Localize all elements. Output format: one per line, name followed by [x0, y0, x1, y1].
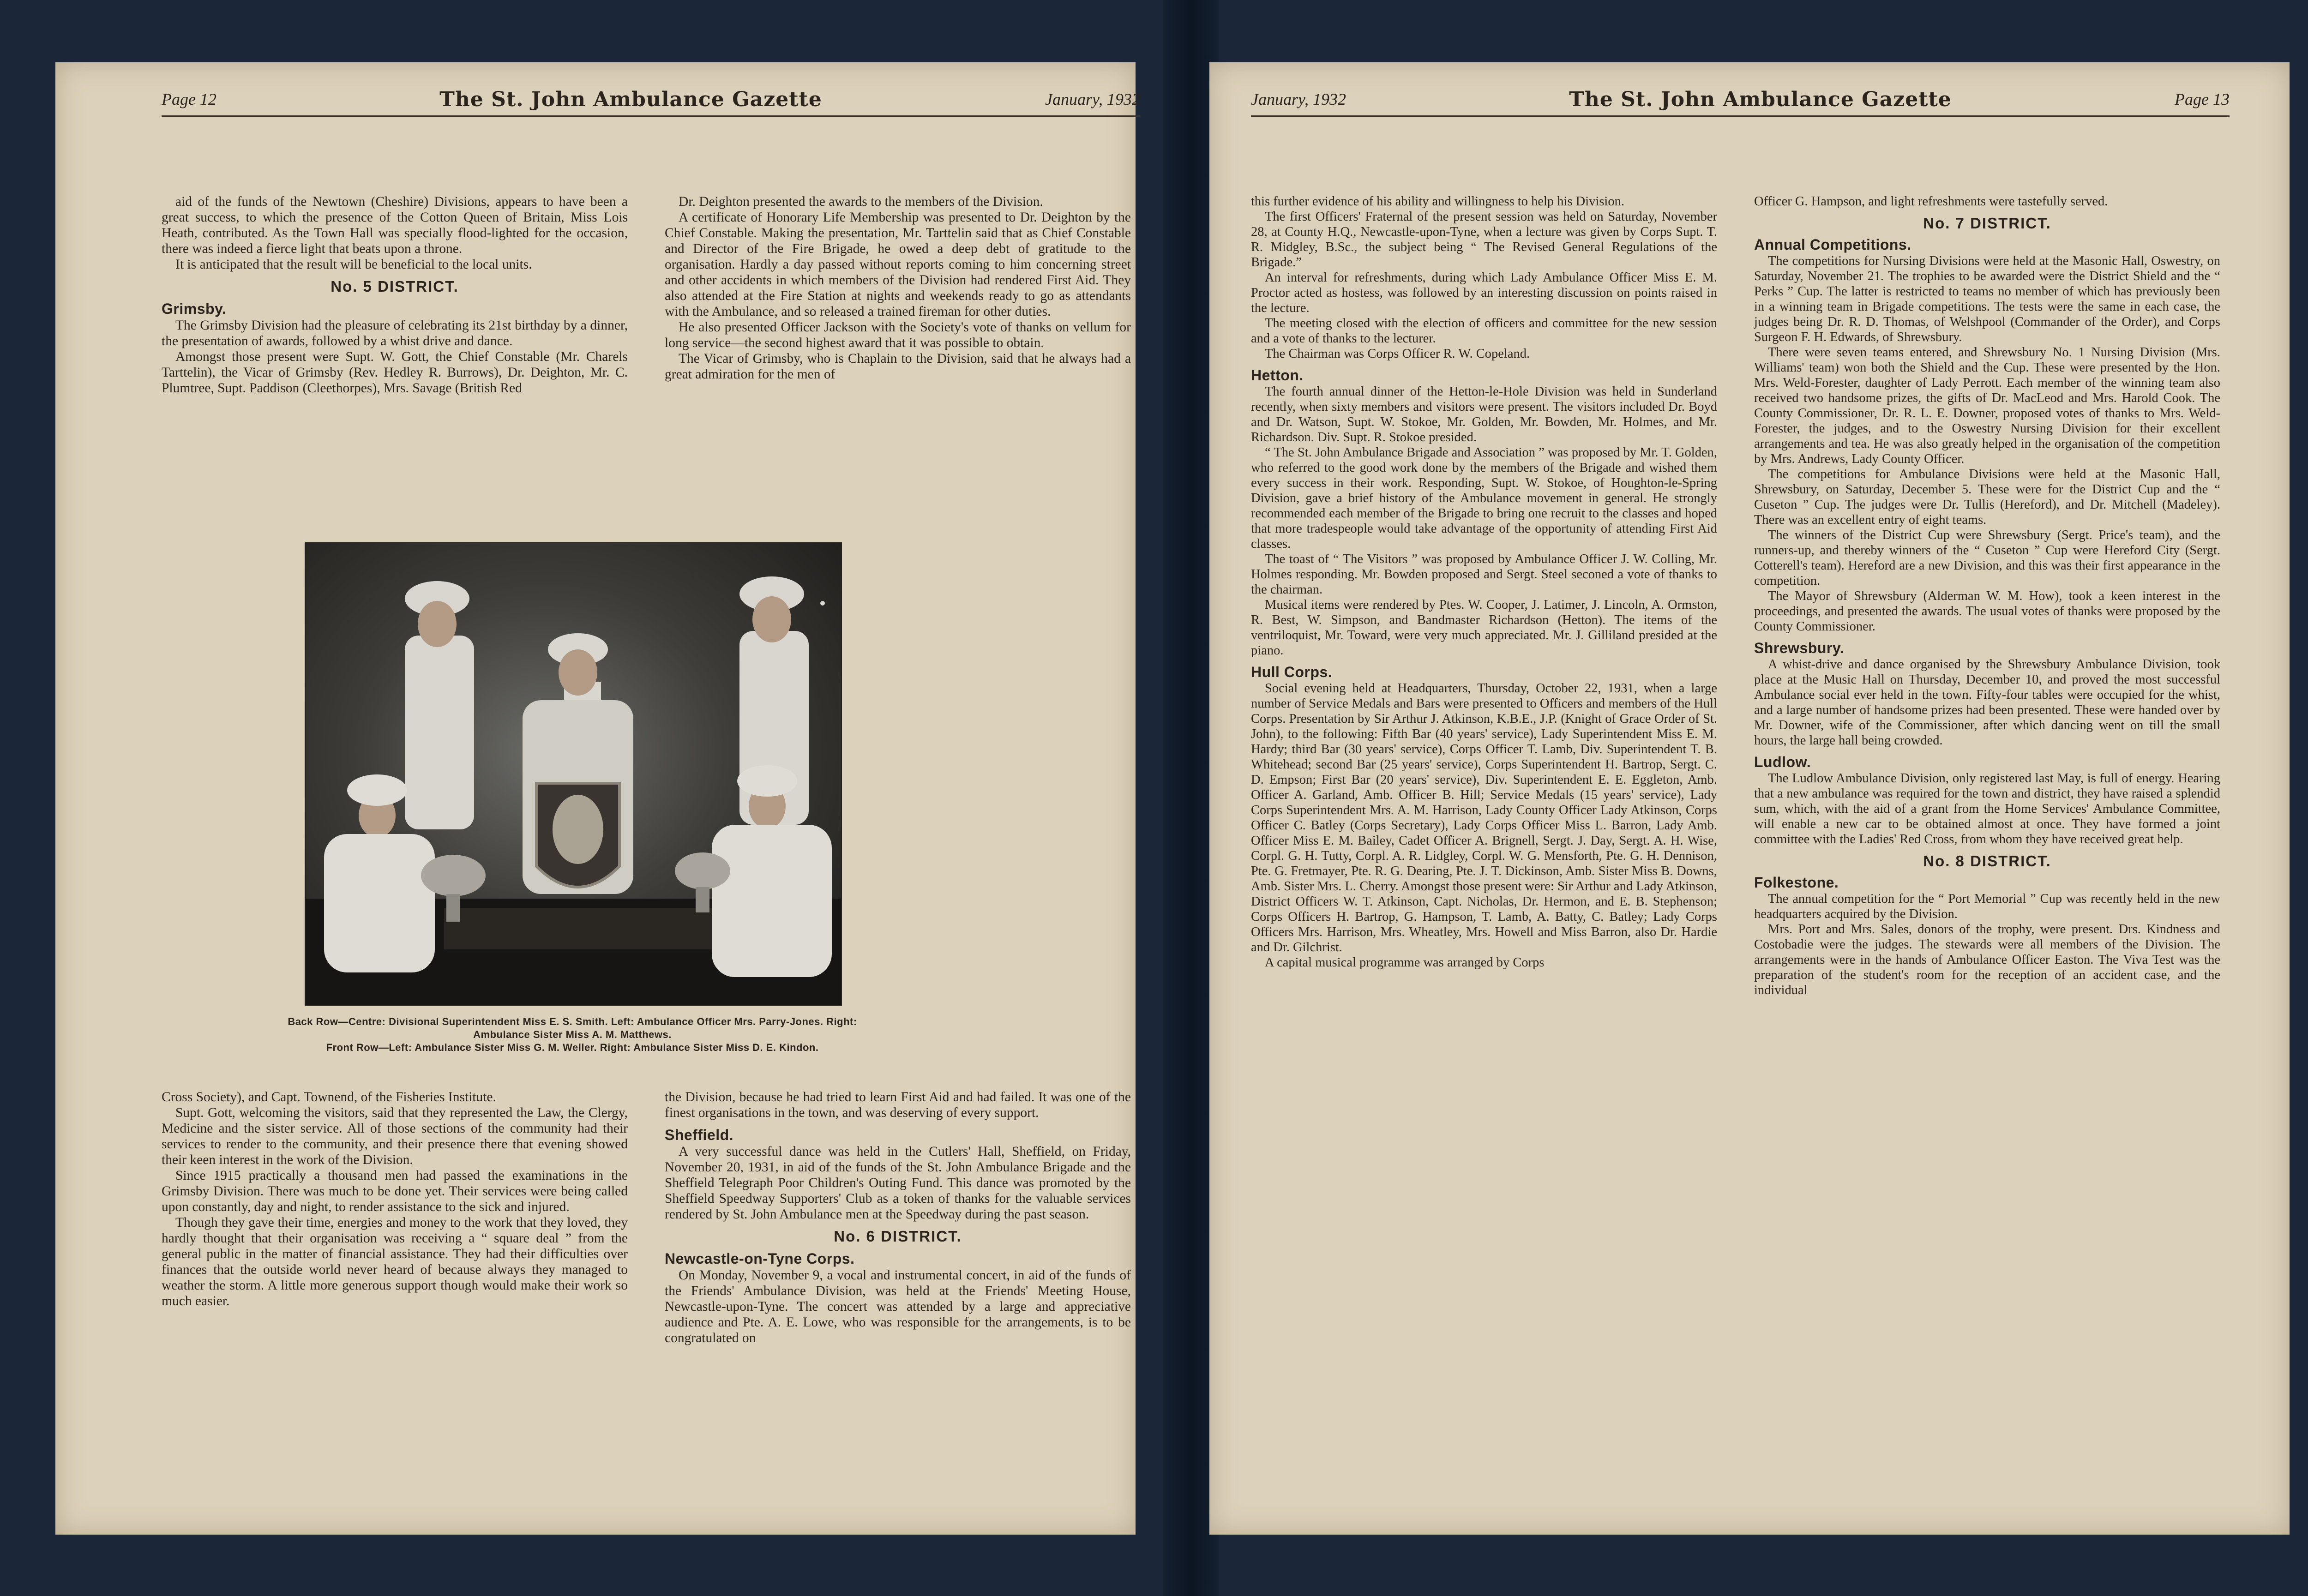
paragraph: Cross Society), and Capt. Townend, of the Fisheries Institute. [162, 1090, 496, 1104]
section-heading: Sheffield. [665, 1127, 734, 1143]
right-page-header [1251, 85, 2230, 113]
paragraph: The meeting closed with the election of officers and committee for the new session and a vote of thanks to the lecturer. [1251, 316, 1717, 346]
section-heading: Ludlow. [1754, 754, 1811, 770]
left-column-2-top [665, 194, 1131, 382]
paragraph: The competitions for Ambulance Divisions were held at the Masonic Hall, Shrewsbury, on Saturday, December 5. These were for the District Cup and the “ Cuseton ” Cup. The judges were Dr. Tullis (Hereford), and Dr. Mitchell (Madeley). There was an excellent entry of eight teams. [1754, 467, 2220, 527]
left-page-header [162, 85, 1140, 113]
paragraph: “ The St. John Ambulance Brigade and Association ” was proposed by Mr. T. Golden, who referred to the good work done by the members of the Brigade and wished them every success in their work. Responding, Supt. W. Stokoe, of Houghton-le-Spring Division, gave a brief history of the Ambulance movement in general. He strongly recommended each member of the Brigade to bring one recruit to the classes and hoped that more tradespeople would take advantage of the opportunity of attending First Aid classes. [1251, 445, 1717, 551]
left-masthead: The St. John Ambulance Gazette [439, 87, 822, 111]
district-heading: No. 6 DISTRICT. [834, 1228, 962, 1245]
paragraph: The winners of the District Cup were Shrewsbury (Sergt. Price's team), and the runners-up, and thereby winners of the “ Cuseton ” Cup were Hereford City (Sergt. Cotterell's team). Hereford are a new Division, and this was their first appearance in the competition. [1754, 528, 2220, 588]
paragraph: The Chairman was Corps Officer R. W. Copeland. [1265, 347, 1530, 361]
paragraph: Mrs. Port and Mrs. Sales, donors of the trophy, were present. Drs. Kindness and Costobadie were the judges. The stewards were all members of the Division. The arrangements were in the hands of Ambulance Officer Easton. The Viva Test was the preparation of the student's room for the reception of an accident case, and the individual [1754, 922, 2220, 997]
caption-back-row: Back Row—Centre: Divisional Superintendent Miss E. S. Smith. Left: Ambulance Officer Mrs. Parry-Jones. Right: Ambulance Sister Miss A. M. Matthews. [288, 1016, 857, 1040]
paragraph: Dr. Deighton presented the awards to the members of the Division. [679, 194, 1043, 209]
paragraph: Supt. Gott, welcoming the visitors, said that they represented the Law, the Clergy, Medicine and the sister service. All of those sections of the community had their services to render to the community, and their presence there that evening showed their keen interest in the work of the Division. [162, 1105, 628, 1167]
right-masthead: The St. John Ambulance Gazette [1569, 87, 1952, 111]
paragraph: The Ludlow Ambulance Division, only registered last May, is full of energy. Hearing that a new ambulance was required for the town and district, they have raised a splendid sum, which, with the aid of a grant from the Home Services' Ambulance Committee, will enable a new car to be obtained almost at once. They have formed a joint committee with the Ladies' Red Cross, from whom they have received great help. [1754, 771, 2220, 846]
paragraph: The competitions for Nursing Divisions were held at the Masonic Hall, Oswestry, on Saturday, November 21. The trophies to be awarded were the District Shield and the “ Perks ” Cup. The latter is restricted to teams no member of which has previously been in a winning team in Brigade competitions. The tests were the same in each case, the judges being Dr. R. D. Thomas, of Welshpool (Commander of the Order), and Corps Surgeon F. H. Edwards, of Shrewsbury. [1754, 254, 2220, 344]
district-heading: No. 5 DISTRICT. [331, 278, 459, 295]
paragraph: aid of the funds of the Newtown (Cheshire) Divisions, appears to have been a great success, to which the presence of the Cotton Queen of Britain, Miss Lois Heath, contributed. As the Town Hall was specially flood-lighted for the occasion, there was indeed a fierce light that beats upon a throne. [162, 194, 628, 256]
paragraph: The Mayor of Shrewsbury (Alderman W. M. How), took a keen interest in the proceedings, and presented the awards. The usual votes of thanks were proposed by the County Commissioner. [1754, 589, 2220, 634]
section-heading: Grimsby. [162, 300, 227, 317]
paragraph: A whist-drive and dance organised by the Shrewsbury Ambulance Division, took place at the Music Hall on Thursday, December 10, and proved the most successful Ambulance social ever held in the town. Fifty-four tables were occupied for the whist, and a large number of handsome prizes had been presented. These were handed over by Mr. Downer, wife of the Commissioner, after which dancing went on till the small hours, the large hall being crowded. [1754, 657, 2220, 748]
district-heading: No. 7 DISTRICT. [1923, 215, 2051, 232]
paragraph: Since 1915 practically a thousand men had passed the examinations in the Grimsby Division. There was much to be done yet. Their services were being called upon constantly, day and night, to render assistance to the sick and injured. [162, 1168, 628, 1214]
left-page-date: January, 1932 [1045, 90, 1140, 108]
paragraph: On Monday, November 9, a vocal and instrumental concert, in aid of the funds of the Friends' Ambulance Division, was held at the Friends' Meeting House, Newcastle-upon-Tyne. The concert was attended by a large and appreciative audience and Pte. A. E. Lowe, who was responsible for the arrangements, is to be congratulated on [665, 1268, 1131, 1345]
caption-front-row: Front Row—Left: Ambulance Sister Miss G. M. Weller. Right: Ambulance Sister Miss D. E. Kindon. [326, 1042, 819, 1053]
right-column-2 [1754, 194, 2220, 998]
right-page-date: January, 1932 [1251, 90, 1346, 108]
right-page-number: Page 13 [2175, 90, 2230, 108]
paragraph: The first Officers' Fraternal of the present session was held on Saturday, November 28, at County H.Q., Newcastle-upon-Tyne, when a lecture was given by Corps Supt. T. R. Midgley, B.Sc., the subject being “ The Revised General Regulations of the Brigade.” [1251, 210, 1717, 270]
group-photograph [305, 542, 842, 1006]
paragraph: this further evidence of his ability and willingness to help his Division. [1251, 194, 1624, 209]
left-column-2-bottom [665, 1089, 1131, 1346]
paragraph: An interval for refreshments, during which Lady Ambulance Officer Miss E. M. Proctor acted as hostess, was followed by an interesting discussion on points raised in the lecture. [1251, 270, 1717, 315]
section-heading: Newcastle-on-Tyne Corps. [665, 1250, 855, 1267]
photo-caption [258, 1015, 886, 1054]
left-column-1-top [162, 194, 628, 396]
left-page-number: Page 12 [162, 90, 216, 108]
section-heading: Hull Corps. [1251, 664, 1333, 680]
paragraph: Social evening held at Headquarters, Thursday, October 22, 1931, when a large number of Service Medals and Bars were presented to Officers and members of the Hull Corps. Presentation by Sir Arthur J. Atkinson, K.B.E., J.P. (Knight of Grace Order of St. John), to the following: Fifth Bar (40 years' service), Lady Superintendent Miss E. M. Hardy; third Bar (30 years' service), Corps Officer T. Lamb, Div. Superintendent T. B. Whitehead; second Bar (25 years' service), Corps Superintendent H. Bartrop, Sergt. C. D. Empson; First Bar (20 years' service), Div. Superintendent E. E. Eggleton, Amb. Officer A. Garland, Amb. Officer B. Hill; Service Medals (15 years' service), Lady Corps Superintendent Mrs. A. M. Harrison, Lady County Officer Lady Atkinson, Corps Officer C. Batley (Corps Secretary), Lady Corps Officer Miss L. Barron, Lady Amb. Officer Miss E. M. Bailey, Cadet Officer A. Brignell, Sergt. J. Day, Sergt. A. H. Wise, Corpl. G. H. Tutty, Corpl. A. R. Lidgley, Corpl. W. G. Mensforth, Pte. G. H. Dennison, Pte. G. Fretmayer, Pte. R. G. Dearing, Pte. J. T. Dickinson, Amb. Sister Miss B. Downs, Amb. Sister Mrs. L. Cherry. Amongst those present were: Sir Arthur and Lady Atkinson, District Officers W. T. Atkinson, Capt. Nicholas, Dr. Hermon, and E. B. Stephenson; Corps Officers H. Bartrop, G. Hampson, T. Lamb, A. Batty, C. Batley; Lady Corps Officers Mrs. Harrison, Mrs. Wheatley, Mrs. Howell and Miss Barron, also Dr. Hardie and Dr. Gilchrist. [1251, 681, 1717, 954]
paragraph: A very successful dance was held in the Cutlers' Hall, Sheffield, on Friday, November 20, 1931, in aid of the funds of the St. John Ambulance Brigade and the Sheffield Telegraph Poor Children's Outing Fund. This dance was promoted by the Sheffield Speedway Supporters' Club as a token of thanks for the valuable services rendered by St. John Ambulance men at the Speedway during the past season. [665, 1144, 1131, 1222]
paragraph: Musical items were rendered by Ptes. W. Cooper, J. Latimer, J. Lincoln, A. Ormston, R. Best, W. Simpson, and Bandmaster Richardson (Hetton). The items of the ventriloquist, Mr. Toward, were very much appreciated. Mr. J. Gilliland presided at the piano. [1251, 598, 1717, 658]
left-header-rule [162, 115, 1140, 117]
paragraph: the Division, because he had tried to learn First Aid and had failed. It was one of the finest organisations in the town, and was deserving of every support. [665, 1090, 1131, 1120]
section-heading: Annual Competitions. [1754, 236, 1911, 253]
district-heading: No. 8 DISTRICT. [1923, 852, 2051, 870]
paragraph: A capital musical programme was arranged by Corps [1265, 955, 1545, 970]
paragraph: A certificate of Honorary Life Membership was presented to Dr. Deighton by the Chief Constable. Making the presentation, Mr. Tarttelin said that as Chief Constable and Director of the Fire Brigade, he owed a deep debt of gratitude to the organisation. Hardly a day passed without reports coming to him concerning street and other accidents in which members of the Division had rendered First Aid. They also attended at the Fire Station at nights and weekends ready to go as attendants with the Ambulance, and so released a trained fireman for other duties. [665, 210, 1131, 319]
paragraph: Amongst those present were Supt. W. Gott, the Chief Constable (Mr. Charels Tarttelin), the Vicar of Grimsby (Rev. Hedley R. Burrows), Dr. Deighton, Mr. C. Plumtree, Supt. Paddison (Cleethorpes), Mrs. Savage (British Red [162, 349, 628, 396]
paragraph: The annual competition for the “ Port Memorial ” Cup was recently held in the new headquarters acquired by the Division. [1754, 892, 2220, 921]
paragraph: The fourth annual dinner of the Hetton-le-Hole Division was held in Sunderland recently, when sixty members and visitors were present. The visitors included Dr. Boyd and Dr. Watson, Supt. W. Stokoe, Mr. Golden, Mr. Bowden, Mr. Holmes, and Mr. Richardson. Div. Supt. R. Stokoe presided. [1251, 384, 1717, 444]
paragraph: Though they gave their time, energies and money to the work that they loved, they hardly thought that their organisation was receiving a “ square deal ” from the general public in the matter of financial assistance. They had their difficulties over finances that the outside world never heard of because always they managed to weather the storm. A little more generous support though would make their work so much easier. [162, 1215, 628, 1308]
paragraph: The Grimsby Division had the pleasure of celebrating its 21st birthday by a dinner, the presentation of awards, followed by a whist drive and dance. [162, 318, 628, 348]
paragraph: It is anticipated that the result will be beneficial to the local units. [175, 257, 532, 272]
right-column-1 [1251, 194, 1717, 970]
paragraph: The toast of “ The Visitors ” was proposed by Ambulance Officer J. W. Colling, Mr. Holmes responding. Mr. Bowden proposed and Sergt. Steel seconed a vote of thanks to the chairman. [1251, 552, 1717, 597]
right-header-rule [1251, 115, 2230, 117]
paragraph: The Vicar of Grimsby, who is Chaplain to the Division, said that he always had a great admiration for the men of [665, 351, 1131, 382]
nurses-group-photo-image [306, 543, 841, 1005]
paragraph: Officer G. Hampson, and light refreshments were tastefully served. [1754, 194, 2108, 209]
paragraph: There were seven teams entered, and Shrewsbury No. 1 Nursing Division (Mrs. Williams' team) won both the Shield and the Cup. These were presented by the Hon. Mrs. Weld-Forester, daughter of Lady Perrott. Each member of the winning team also received two handsome prizes, the gifts of Dr. MacLeod and Mrs. Harold Cook. The County Commissioner, Dr. R. L. E. Downer, proposed votes of thanks to Mrs. Weld-Forester, the judges, and to the Oswestry Nursing Division for their excellent arrangements and tea. He was also greatly helped in the organisation of the competition by Mrs. Andrews, Lady County Officer. [1754, 345, 2220, 466]
left-column-1-bottom [162, 1089, 628, 1309]
section-heading: Hetton. [1251, 367, 1304, 384]
paragraph: He also presented Officer Jackson with the Society's vote of thanks on vellum for long service—the second highest award that it was possible to obtain. [665, 320, 1131, 350]
section-heading: Shrewsbury. [1754, 640, 1845, 656]
section-heading: Folkestone. [1754, 874, 1839, 891]
